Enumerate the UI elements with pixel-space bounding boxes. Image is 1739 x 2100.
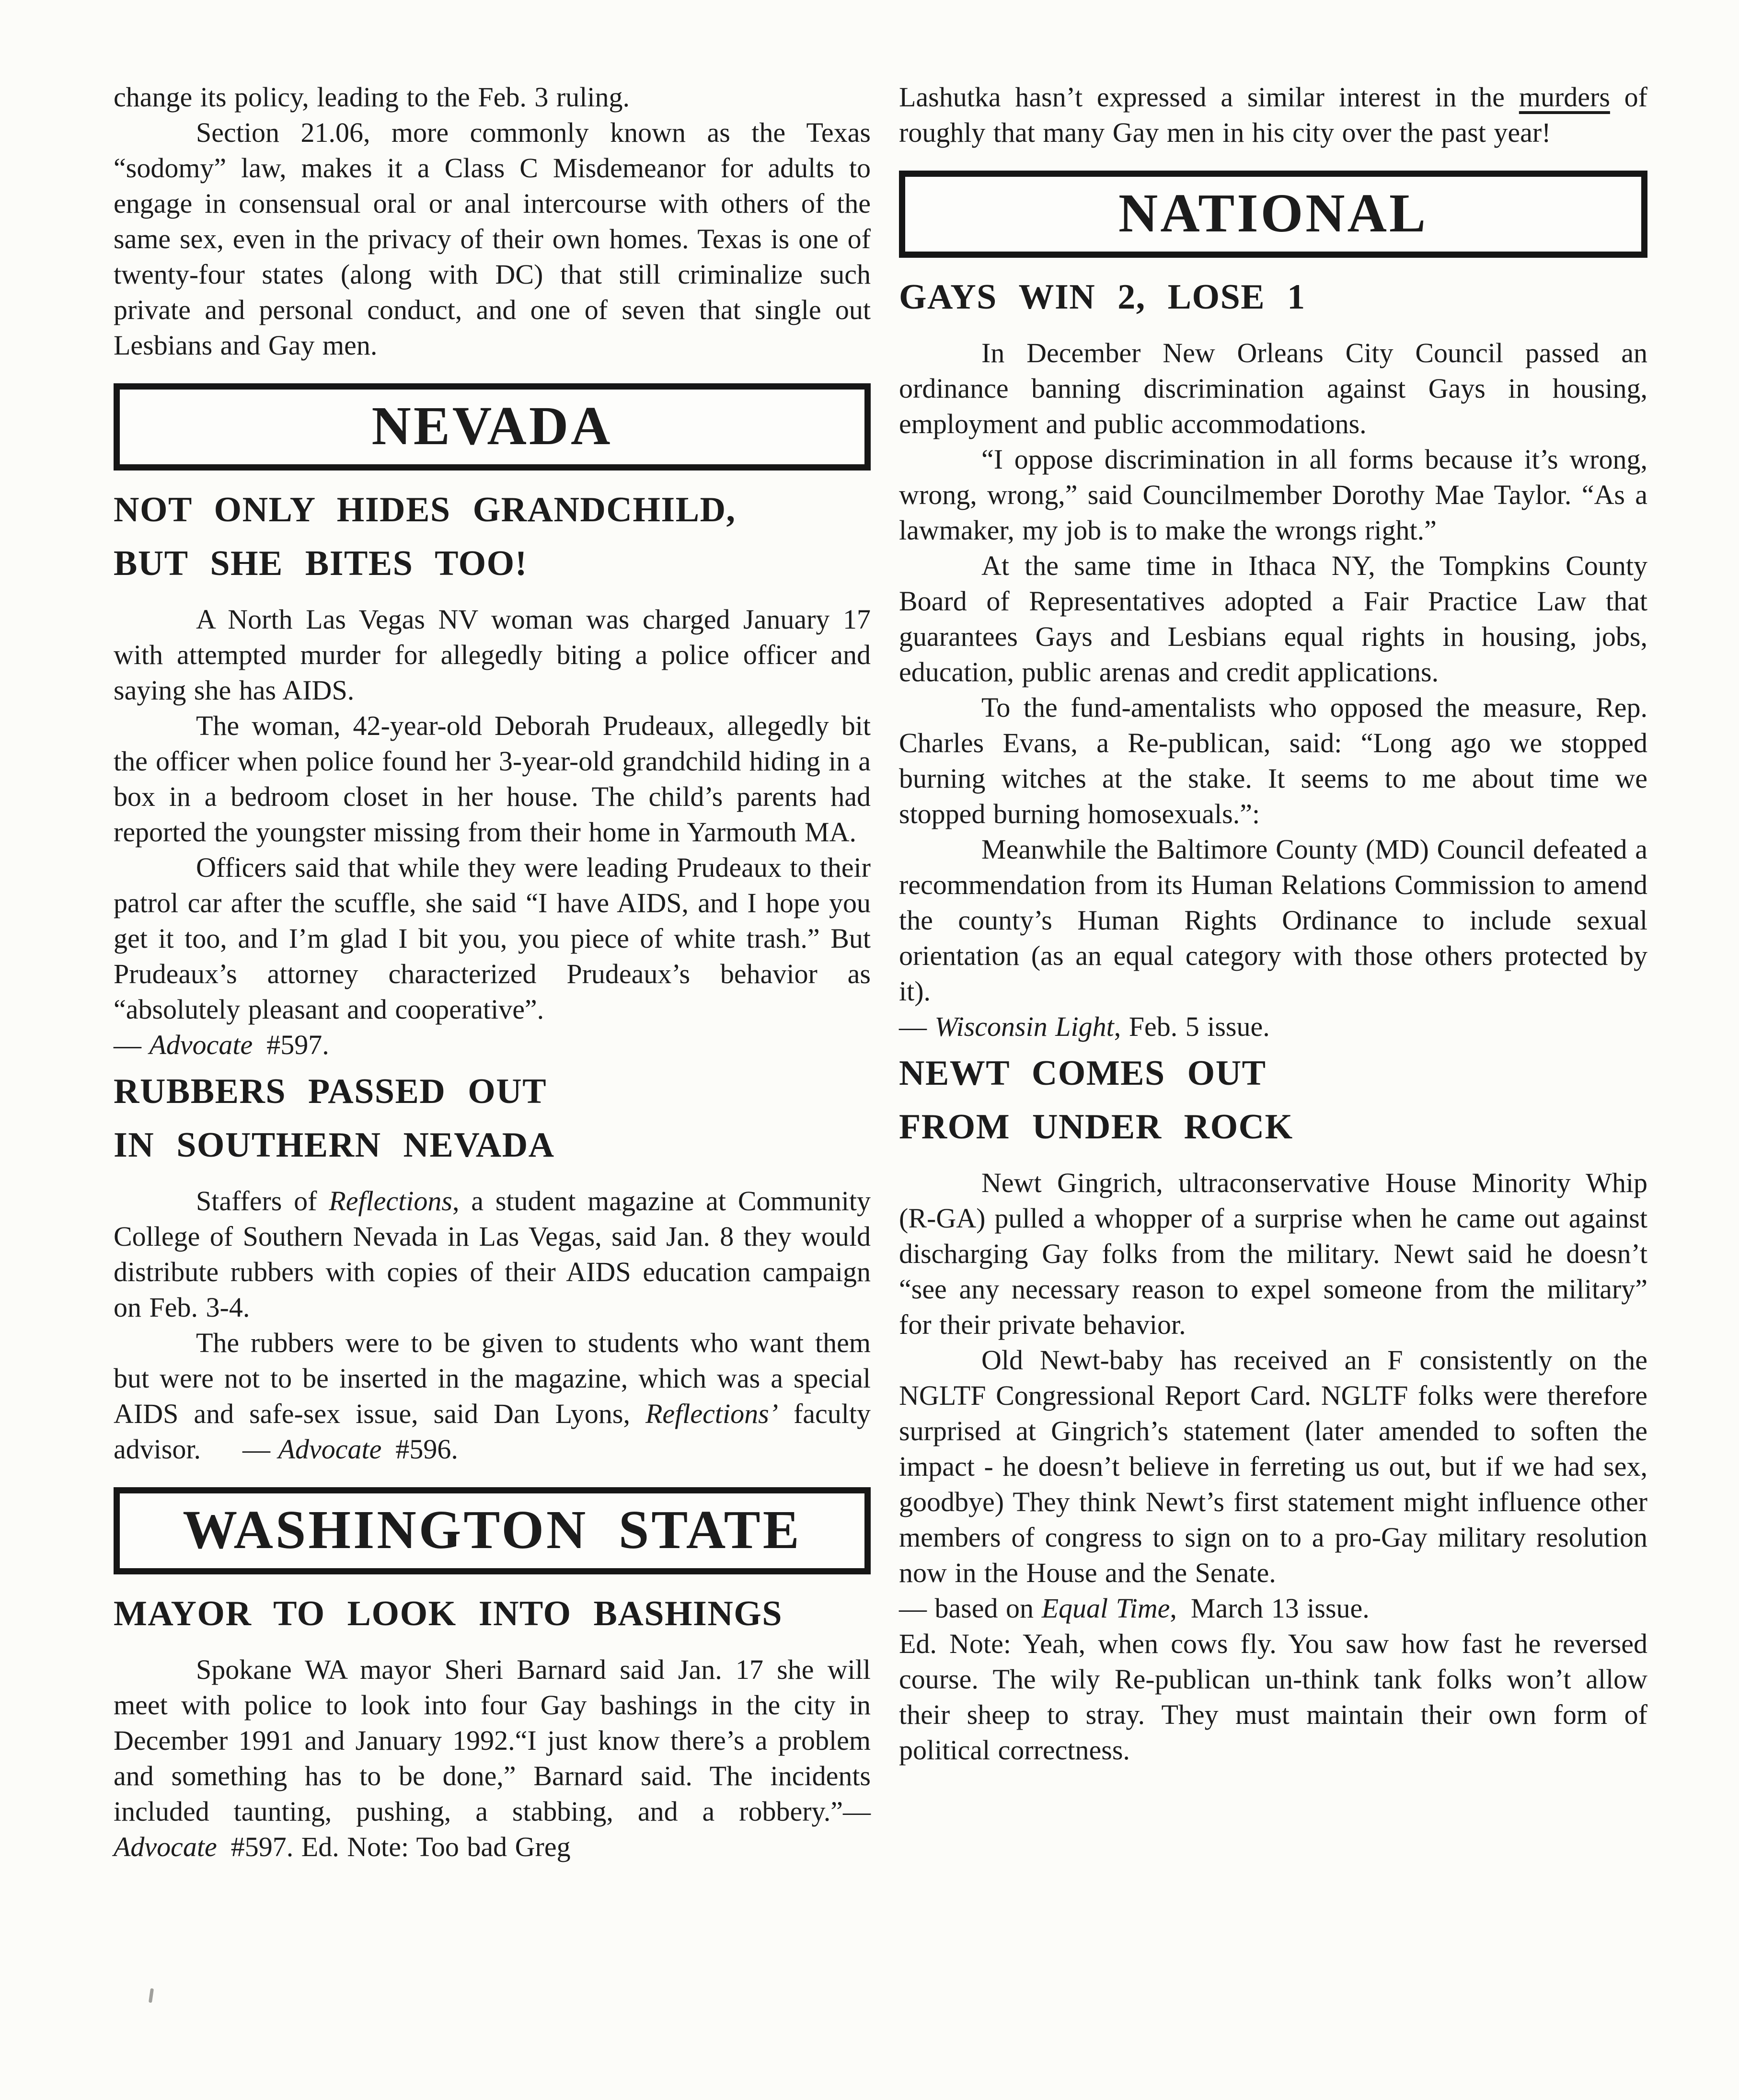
publication-name: Wisconsin Light [934,1011,1114,1042]
section-banner-title: WASHINGTON STATE [183,1499,802,1560]
text-run: Meanwhile the Baltimore County (MD) Council defeated a recommendation from its Human Relations Commission to amend the county’s Human Rights Ordinance to include sexual orientation (as an equal category with those others protected by it). [899,834,1647,1007]
section-banner-title: NEVADA [371,395,613,456]
paragraph [899,80,1647,150]
text-run: , March 13 issue. [1170,1593,1370,1624]
text-run: Spokane WA mayor Sheri Barnard said Jan. 17 she will meet with police to look into four Gay bashings in the city in December 1991 and January 1992.“I just know there’s a problem and something has to be done,” Barnard said. The incidents included taunting, pushing, a stabbing, and a robbery.”— [114,1654,871,1827]
article-headline [899,1046,1647,1154]
article-headline [114,1065,871,1172]
text-run: #597. Ed. Note: Too bad Greg [217,1831,571,1862]
text-run: To the fund-amentalists who opposed the measure, Rep. Charles Evans, a Re-publican, said: “Long ago we stopped burning witches at the stake. It seems to me about time we stopped burning homosexuals.”: [899,692,1647,829]
paragraph [899,548,1647,690]
text-run: — [899,1011,935,1042]
right-column [899,80,1647,1768]
section-banner-box [114,1487,871,1574]
paragraph [899,335,1647,442]
text-run: The rubbers were to be given to students who want them but were not to be inserted in the magazine, which was a special AIDS and safe-sex issue, said Dan Lyons, [114,1327,871,1429]
underlined-word: murders [1519,81,1610,113]
article-headline [114,483,871,590]
text-run: In December New Orleans City Council passed an ordinance banning discrimination against Gays in housing, employment and public accommodations. [899,337,1647,439]
scan-artifact [149,1988,154,2003]
text-run: Newt Gingrich, ultraconservative House Minority Whip (R-GA) pulled a whopper of a surprise when he came out against discharging Gay folks from the military. Newt said he doesn’t “see any necessary reason to expel someone from the military” for their private behavior. [899,1167,1647,1340]
paragraph [899,690,1647,832]
text-run: , Feb. 5 issue. [1114,1011,1270,1042]
article-headline [114,1587,871,1641]
paragraph [114,1652,871,1865]
section-banner-box [899,171,1647,258]
publication-name: Advocate [278,1434,382,1465]
headline-line: FROM UNDER ROCK [899,1107,1293,1147]
section-banner-box [114,383,871,470]
text-run: Section 21.06, more commonly known as the Texas “sodomy” law, makes it a Class C Misdemeanor for adults to engage in consensual oral or anal intercourse with others of the same sex, even in the privacy of their own homes. Texas is one of twenty-four states (along with DC) that still criminalize such private and personal conduct, and one of seven that single out Lesbians and Gay men. [114,117,871,361]
paragraph [114,850,871,1027]
headline-line: NOT ONLY HIDES GRANDCHILD, [114,490,736,529]
text-run: Officers said that while they were leading Prudeaux to their patrol car after the scuffle, she said “I have AIDS, and I hope you get it too, and I’m glad I bit you, you piece of white trash.” But Prudeaux’s attorney characterized Prudeaux’s behavior as “absolutely pleasant and cooperative”. [114,852,871,1025]
text-run: Staffers of [196,1185,329,1216]
text-run: of roughly that many Gay men in his city over the past year! [899,81,1647,148]
paragraph [899,442,1647,548]
text-run: — based on [899,1593,1042,1624]
paragraph [114,602,871,708]
paragraph [899,1343,1647,1591]
paragraph [899,1009,1647,1044]
text-run: — [114,1029,150,1060]
text-run: change its policy, leading to the Feb. 3 ruling. [114,81,630,113]
left-column [114,80,871,1865]
text-run: Old Newt-baby has received an F consistently on the NGLTF Congressional Report Card. NGLTF folks were therefore surprised at Gingrich’s statement (later amended to soften the impact - he doesn’t believe in ferreting us out, but if we had sex, goodbye) They think Newt’s first statement might influence other members of congress to sign on to a pro-Gay military resolution now in the House and the Senate. [899,1344,1647,1588]
publication-name: Reflections [329,1185,452,1216]
text-run: A North Las Vegas NV woman was charged January 17 with attempted murder for allegedly biting a police officer and saying she has AIDS. [114,604,871,706]
text-run: , a student magazine at Community College of Southern Nevada in Las Vegas, said Jan. 8 they would distribute rubbers with copies of their AIDS education campaign on Feb. 3-4. [114,1185,871,1323]
publication-name: Reflections’ [645,1398,778,1429]
section-banner-title: NATIONAL [1118,183,1428,243]
paragraph [899,832,1647,1009]
text-run: Lashutka hasn’t expressed a similar interest in the [899,81,1519,113]
paragraph [114,80,871,115]
text-run: The woman, 42-year-old Deborah Prudeaux, allegedly bit the officer when police found her 3-year-old grandchild hiding in a box in a bedroom closet in her house. The child’s parents had reported the youngster missing from their home in Yarmouth MA. [114,710,871,848]
text-run: #596. [381,1434,458,1465]
paragraph [899,1626,1647,1768]
paragraph [114,1183,871,1325]
publication-name: Advocate [149,1029,253,1060]
text-run: #597. [253,1029,329,1060]
text-run: Ed. Note: Yeah, when cows fly. You saw how fast he reversed course. The wily Re-publican un-think tank folks won’t allow their sheep to stray. They must maintain their own form of political correctness. [899,1628,1647,1766]
publication-name: Advocate [114,1831,217,1862]
text-run: faculty advisor. — [114,1398,871,1465]
headline-line: RUBBERS PASSED OUT [114,1072,547,1111]
paragraph [114,1325,871,1467]
headline-line: GAYS WIN 2, LOSE 1 [899,277,1306,317]
text-run: At the same time in Ithaca NY, the Tompkins County Board of Representatives adopted a Fair Practice Law that guarantees Gays and Lesbians equal rights in housing, jobs, education, public arenas and credit applications. [899,550,1647,688]
paragraph [899,1165,1647,1343]
text-run: “I oppose discrimination in all forms because it’s wrong, wrong, wrong,” said Councilmember Dorothy Mae Taylor. “As a lawmaker, my job is to make the wrongs right.” [899,444,1647,546]
headline-line: BUT SHE BITES TOO! [114,544,528,583]
paragraph [114,115,871,363]
article-headline [899,270,1647,324]
paragraph [114,1027,871,1063]
paragraph [114,708,871,850]
publication-name: Equal Time [1041,1593,1170,1624]
paragraph [899,1591,1647,1626]
headline-line: MAYOR TO LOOK INTO BASHINGS [114,1594,783,1633]
headline-line: NEWT COMES OUT [899,1054,1267,1093]
headline-line: IN SOUTHERN NEVADA [114,1125,555,1165]
